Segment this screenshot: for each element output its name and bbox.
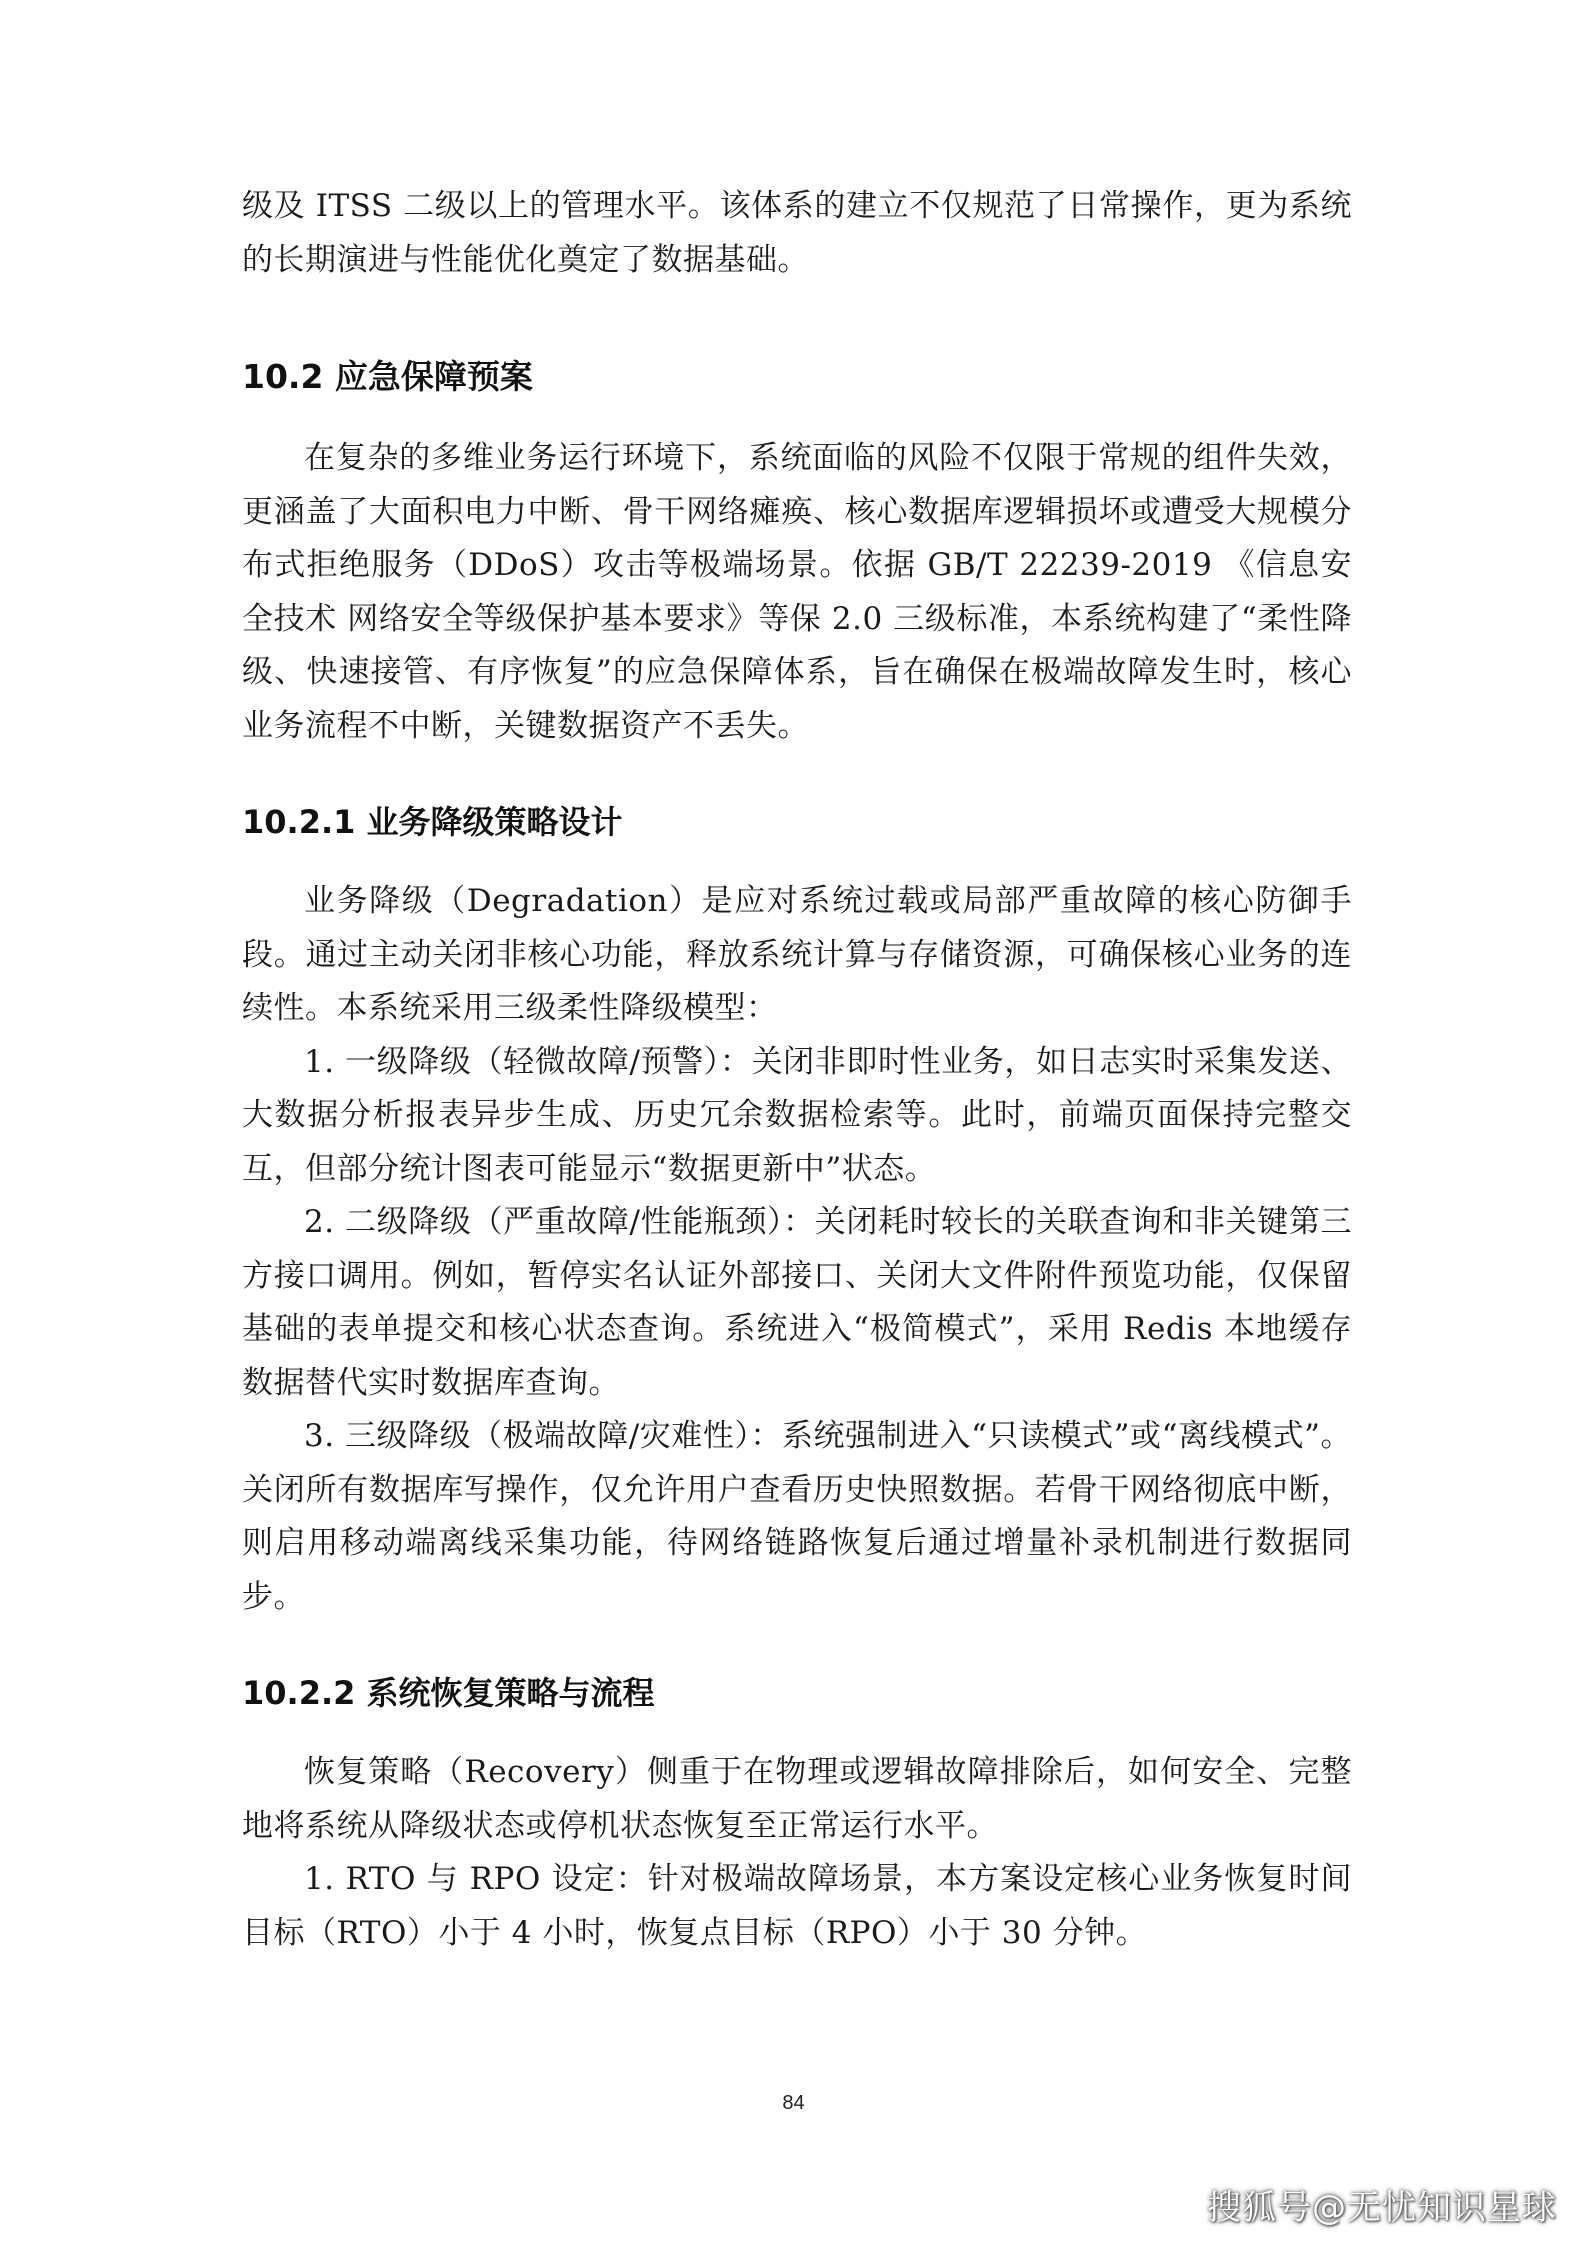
page-number: 84 (782, 2092, 805, 2114)
intro-paragraph: 级及 ITSS 二级以上的管理水平。该体系的建立不仅规范了日常操作，更为系统的长期演进与性能优化奠定了数据基础。 (242, 188, 1352, 278)
degradation-level-1: 1. 一级降级（轻微故障/预警）：关闭非即时性业务，如日志实时采集发送、大数据分析报表异步生成、历史冗余数据检索等。此时，前端页面保持完整交互，但部分统计图表可能显示“数据更新中”状态。 (242, 1043, 1352, 1187)
watermark: 搜狐号@无忧知识星球 (1207, 2188, 1557, 2228)
document-body (242, 180, 1352, 1960)
section-10-2-1-paragraph: 业务降级（Degradation）是应对系统过载或局部严重故障的核心防御手段。通过主动关闭非核心功能，释放系统计算与存储资源，可确保核心业务的连续性。本系统采用三级柔性降级模型： (242, 883, 1352, 1026)
section-10-2-paragraph: 在复杂的多维业务运行环境下，系统面临的风险不仅限于常规的组件失效，更涵盖了大面积电力中断、骨干网络瘫痪、核心数据库逻辑损坏或遭受大规模分布式拒绝服务（DDoS）攻击等极端场景。依据 GB/T 22239-2019 《信息安全技术 网络安全等级保护基本要求》等保 2.0 三级标准，本系统构建了“柔性降级、快速接管、有序恢复”的应急保障体系，旨在确保在极端故障发生时，核心业务流程不中断，关键数据资产不丢失。 (242, 440, 1352, 744)
section-10-2-1-heading: 10.2.1 业务降级策略设计 (242, 803, 623, 841)
section-10-2-2-paragraph: 恢复策略（Recovery）侧重于在物理或逻辑故障排除后，如何安全、完整地将系统从降级状态或停机状态恢复至正常运行水平。 (242, 1754, 1352, 1844)
section-10-2-heading: 10.2 应急保障预案 (242, 357, 533, 396)
degradation-level-3: 3. 三级降级（极端故障/灾难性）：系统强制进入“只读模式”或“离线模式”。关闭所有数据库写操作，仅允许用户查看历史快照数据。若骨干网络彻底中断，则启用移动端离线采集功能，待网络链路恢复后通过增量补录机制进行数据同步。 (242, 1418, 1352, 1615)
section-10-2-2-heading: 10.2.2 系统恢复策略与流程 (242, 1674, 655, 1712)
recovery-item-rto-rpo: 1. RTO 与 RPO 设定：针对极端故障场景，本方案设定核心业务恢复时间目标（RTO）小于 4 小时，恢复点目标（RPO）小于 30 分钟。 (242, 1861, 1352, 1951)
degradation-level-2: 2. 二级降级（严重故障/性能瓶颈）：关闭耗时较长的关联查询和非关键第三方接口调用。例如，暂停实名认证外部接口、关闭大文件附件预览功能，仅保留基础的表单提交和核心状态查询。系统进入“极简模式”，采用 Redis 本地缓存数据替代实时数据库查询。 (242, 1204, 1352, 1401)
